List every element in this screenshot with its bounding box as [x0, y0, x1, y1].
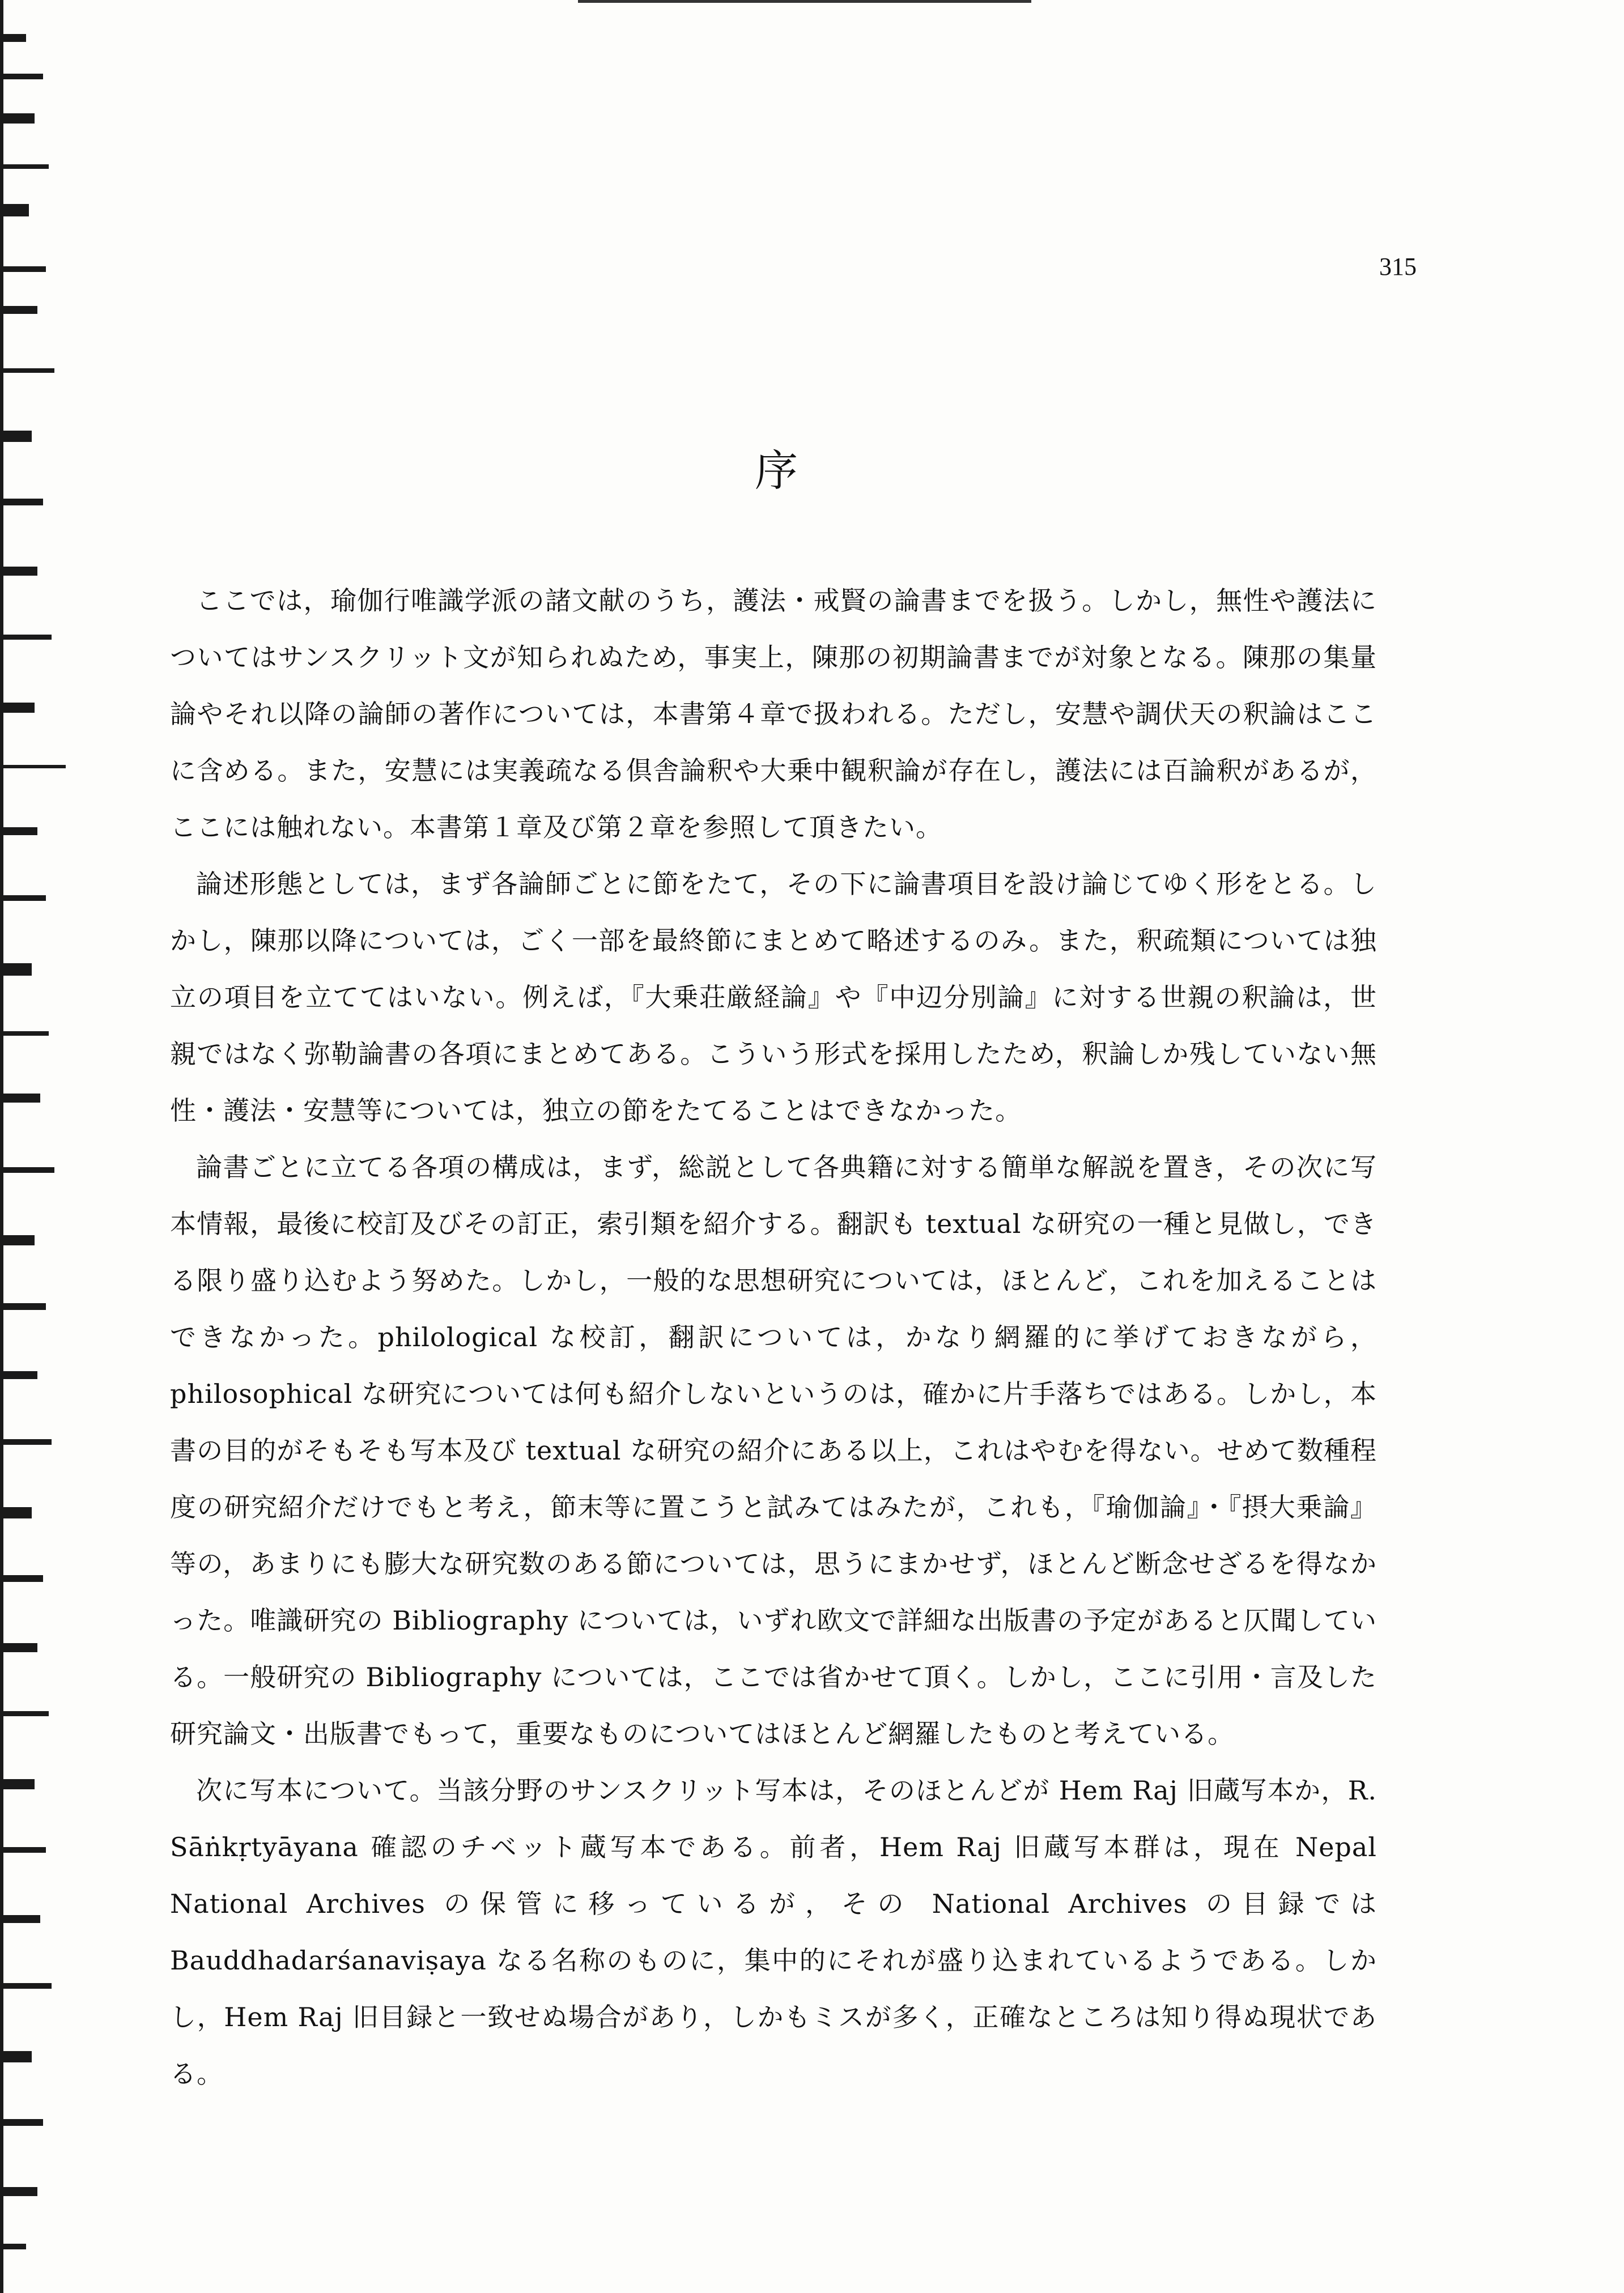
- paragraph: ここでは，瑜伽行唯識学派の諸文献のうち，護法・戒賢の論書までを扱う。しかし，無性や護法についてはサンスクリット文が知られぬため，事実上，陳那の初期論書までが対象となる。陳那の集量論やそれ以降の論師の著作については，本書第４章で扱われる。ただし，安慧や調伏天の釈論はここに含める。また，安慧には実義疏なる倶舎論釈や大乗中観釈論が存在し，護法には百論釈があるが，ここには触れない。本書第１章及び第２章を参照して頂きたい。: [170, 585, 1377, 843]
- paragraph: 論述形態としては，まず各論師ごとに節をたて，その下に論書項目を設け論じてゆく形をとる。しかし，陳那以降については，ごく一部を最終節にまとめて略述するのみ。また，釈疏類については独立の項目を立ててはいない。例えば，『大乗荘厳経論』や『中辺分別論』に対する世親の釈論は，世親ではなく弥勒論書の各項にまとめてある。こういう形式を採用したため，釈論しか残していない無性・護法・安慧等については，独立の節をたてることはできなかった。: [170, 869, 1378, 1126]
- chapter-title: 序: [755, 445, 798, 496]
- paragraph: 論書ごとに立てる各項の構成は，まず，総説として各典籍に対する簡単な解説を置き，その次に写本情報，最後に校訂及びその訂正，索引類を紹介する。翻訳も textual な研究の一種と見做し，できる限り盛り込むよう努めた。しかし，一般的な思想研究については，ほとんど，これを加えることはできなかった。philological な校訂，翻訳については，かなり網羅的に挙げておきながら，philosophical な研究については何も紹介しないというのは，確かに片手落ちではある。しかし，本書の目的がそもそも写本及び textual な研究の紹介にある以上，これはやむを得ない。せめて数種程度の研究紹介だけでもと考え，節末等に置こうと試みてはみたが，これも，『瑜伽論』・『摂大乗論』等の，あまりにも膨大な研究数のある節については，思うにまかせず，ほとんど断念せざるを得なかった。唯識研究の Bibliography については，いずれ欧文で詳細な出版書の予定があると仄聞している。一般研究の Bibliography については，ここでは省かせて頂く。しかし，ここに引用・言及した研究論文・出版書でもって，重要なものについてはほとんど網羅したものと考えている。: [170, 1152, 1377, 1749]
- paragraph: 次に写本について。当該分野のサンスクリット写本は，そのほとんどが Hem Raj 旧蔵写本か，R. Sāṅkṛtyāyana 確認のチベット蔵写本である。前者，Hem Raj 旧蔵写本群は，現在 Nepal National Archives の保管に移っているが，その National Archives の目録では Bauddhadarśanaviṣaya なる名称のものに，集中的にそれが盛り込まれているようである。しかし，Hem Raj 旧目録と一致せぬ場合があり，しかもミスが多く，正確なところは知り得ぬ現状である。: [170, 1775, 1377, 2089]
- body-text: [170, 572, 1377, 2102]
- page-number: 315: [1379, 253, 1417, 280]
- scan-top-rule: [578, 0, 1031, 3]
- scan-binding-edge: [0, 0, 68, 2293]
